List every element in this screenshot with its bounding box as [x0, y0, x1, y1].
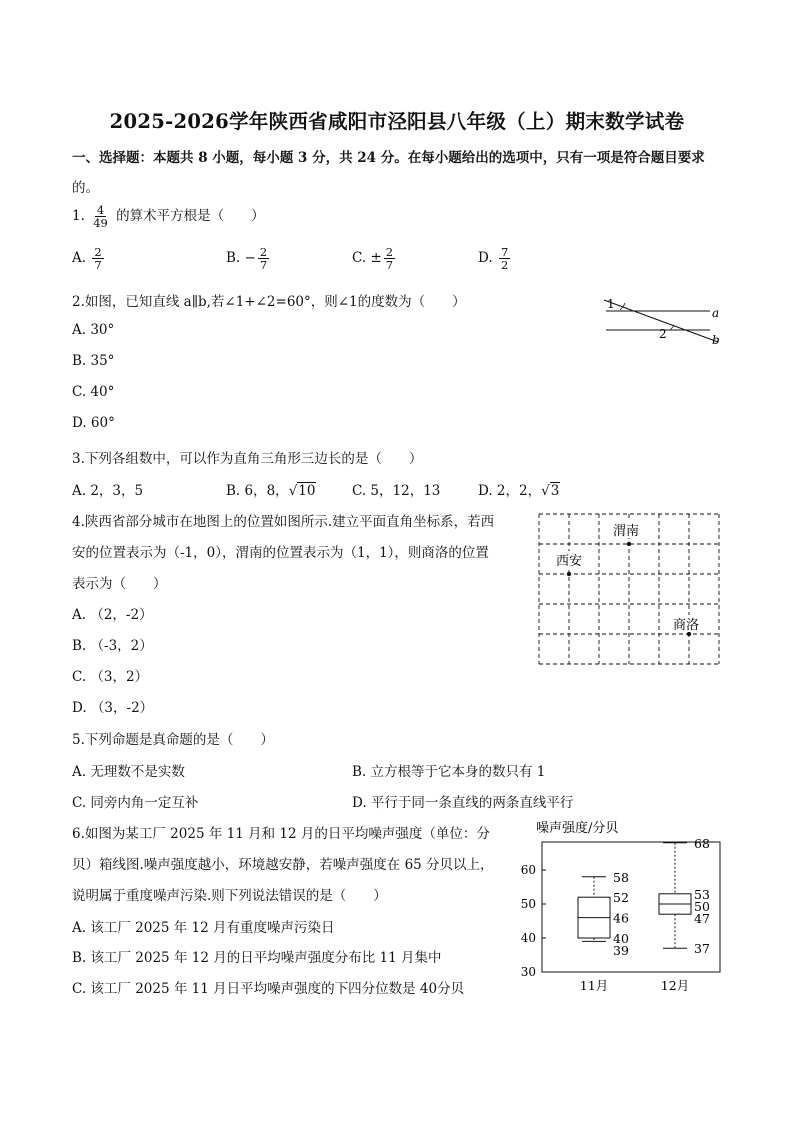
- q6-option-a: A. 该工厂 2025 年 12 月有重度噪声污染日: [72, 920, 335, 936]
- q5-option-b: B. 立方根等于它本身的数只有 1: [352, 764, 546, 780]
- q1-option-b: [226, 246, 271, 271]
- parallel-lines-figure: [598, 290, 728, 352]
- question-4-line3: 表示为（ ）: [72, 576, 167, 592]
- q1-d-label: D.: [478, 250, 493, 266]
- shangluo-label: 商洛: [673, 618, 700, 633]
- question-3: 3.下列各组数中，可以作为直角三角形三边长的是（ ）: [72, 451, 423, 467]
- ytick-label-2: 50: [520, 897, 536, 911]
- q2-option-b: B. 35°: [72, 353, 115, 369]
- q4-option-c: C. （3，2）: [72, 669, 149, 685]
- q3-d-radicand: 3: [550, 483, 560, 499]
- q1-c-frac: [384, 246, 395, 271]
- xian-point: [567, 572, 571, 576]
- category-label-1: 12月: [660, 978, 690, 993]
- q1-d-den: 2: [500, 258, 509, 272]
- box-0: [578, 870, 629, 958]
- value-label: 40: [613, 931, 629, 946]
- q1-a-den: 7: [94, 258, 102, 272]
- q4-option-a: A. （2，-2）: [72, 607, 153, 623]
- question-2: 2.如图，已知直线 a∥b,若∠1+∠2=60°，则∠1的度数为（ ）: [72, 294, 466, 310]
- q5-option-d: D. 平行于同一条直线的两条直线平行: [352, 795, 574, 811]
- angle-1-label: 1: [607, 297, 615, 311]
- value-label: 47: [694, 910, 710, 926]
- value-label: 68: [694, 835, 710, 851]
- line-a-label: a: [712, 306, 720, 320]
- q3-b-radicand: 10: [298, 483, 316, 499]
- city-grid-map: [536, 512, 722, 667]
- value-label: 46: [613, 910, 629, 926]
- q4-option-b: B. （-3，2）: [72, 638, 153, 654]
- q1-number: 1.: [72, 208, 85, 224]
- angle-2-arc: [670, 325, 674, 330]
- q6-option-c: C. 该工厂 2025 年 11 月日平均噪声强度的下四分位数是 40分贝: [72, 981, 465, 997]
- ytick-label-3: 60: [520, 863, 536, 877]
- q3-b-sqrt: √10: [288, 483, 316, 499]
- question-6-line3: 说明属于重度噪声污染.则下列说法错误的是（ ）: [72, 888, 387, 904]
- q3-option-b: [226, 479, 316, 499]
- q3-d-sqrt: √3: [541, 483, 560, 499]
- line-b-label: b: [712, 333, 720, 347]
- value-label: 37: [694, 941, 710, 957]
- q1-c-label: C.: [352, 250, 367, 266]
- q1-option-c: [352, 246, 397, 271]
- q3-option-a: A. 2，3，5: [72, 483, 144, 499]
- q1-text: 的算术平方根是（ ）: [116, 208, 265, 224]
- section-heading: [72, 146, 705, 166]
- q3-d-prefix: D. 2，2，: [478, 483, 542, 499]
- q2-option-c: C. 40°: [72, 384, 115, 400]
- value-label: 52: [613, 890, 629, 906]
- q2-option-d: D. 60°: [72, 415, 115, 431]
- q1-c-num: 2: [385, 245, 394, 259]
- value-label: 50: [694, 898, 710, 914]
- q1-frac-num: 4: [96, 203, 105, 217]
- q1-option-d: [478, 246, 512, 271]
- q1-b-label: B.: [226, 250, 241, 266]
- noise-boxplot-chart: [506, 818, 728, 998]
- section-heading-cont: 的。: [72, 180, 99, 196]
- xian-label: 西安: [556, 554, 583, 569]
- ytick-label-0: 30: [520, 965, 536, 979]
- page-title: 2025-2026学年陕西省咸阳市泾阳县八年级（上）期末数学试卷: [109, 110, 685, 133]
- q1-d-frac: [499, 246, 510, 271]
- category-label-0: 11月: [579, 978, 609, 993]
- q6-option-b: B. 该工厂 2025 年 12 月的日平均噪声强度分布比 11 月集中: [72, 950, 442, 966]
- chart-categories: [580, 978, 689, 993]
- q1-b-frac: [258, 246, 269, 271]
- q1-option-a: [72, 246, 106, 271]
- question-6-line2: 贝）箱线图.噪声强度越小，环境越安静，若噪声强度在 65 分贝以上，: [72, 857, 494, 873]
- q5-option-c: C. 同旁内角一定互补: [72, 795, 199, 811]
- q1-c-den: 7: [385, 258, 394, 272]
- question-1: [72, 204, 265, 229]
- q4-option-d: D. （3，-2）: [72, 700, 154, 716]
- value-label: 58: [613, 869, 629, 885]
- q3-b-prefix: B. 6，8，: [226, 483, 289, 499]
- section-heading-text: 一、选择题：本题共 8 小题，每小题 3 分，共 24 分。在每小题给出的选项中，只有一项是符合题目要求: [72, 150, 705, 166]
- angle-2-label: 2: [659, 327, 667, 341]
- value-label: 53: [694, 886, 710, 902]
- q1-d-num: 7: [500, 245, 509, 259]
- q1-c-prefix: ±: [370, 250, 382, 266]
- question-4-line2: 安的位置表示为（-1，0），渭南的位置表示为（1，1），则商洛的位置: [72, 545, 489, 561]
- q1-a-frac: [92, 246, 103, 271]
- chart-boxes: [578, 836, 710, 958]
- question-5: 5.下列命题是真命题的是（ ）: [72, 732, 274, 748]
- question-4-line1: 4.陕西省部分城市在地图上的位置如图所示.建立平面直角坐标系，若西: [72, 514, 495, 530]
- q1-b-prefix: −: [244, 250, 256, 266]
- q3-option-c: C. 5，12，13: [352, 483, 441, 499]
- q1-b-den: 7: [259, 258, 268, 272]
- box-1: [659, 836, 710, 956]
- value-label: 39: [613, 943, 629, 958]
- q1-frac-den: 49: [93, 216, 108, 230]
- q1-a-num: 2: [94, 245, 102, 259]
- q1-b-num: 2: [259, 245, 268, 259]
- q1-fraction: [91, 204, 110, 229]
- q5-option-a: A. 无理数不是实数: [72, 764, 185, 780]
- weinan-point: [627, 542, 631, 546]
- chart-ylabel: 噪声强度/分贝: [536, 821, 619, 836]
- q2-option-a: A. 30°: [72, 322, 115, 338]
- weinan-label: 渭南: [613, 524, 640, 539]
- q3-option-d: [478, 479, 560, 499]
- question-6-line1: 6.如图为某工厂 2025 年 11 月和 12 月的日平均噪声强度（单位：分: [72, 826, 490, 842]
- q1-a-label: A.: [72, 250, 87, 266]
- ytick-label-1: 40: [520, 931, 536, 945]
